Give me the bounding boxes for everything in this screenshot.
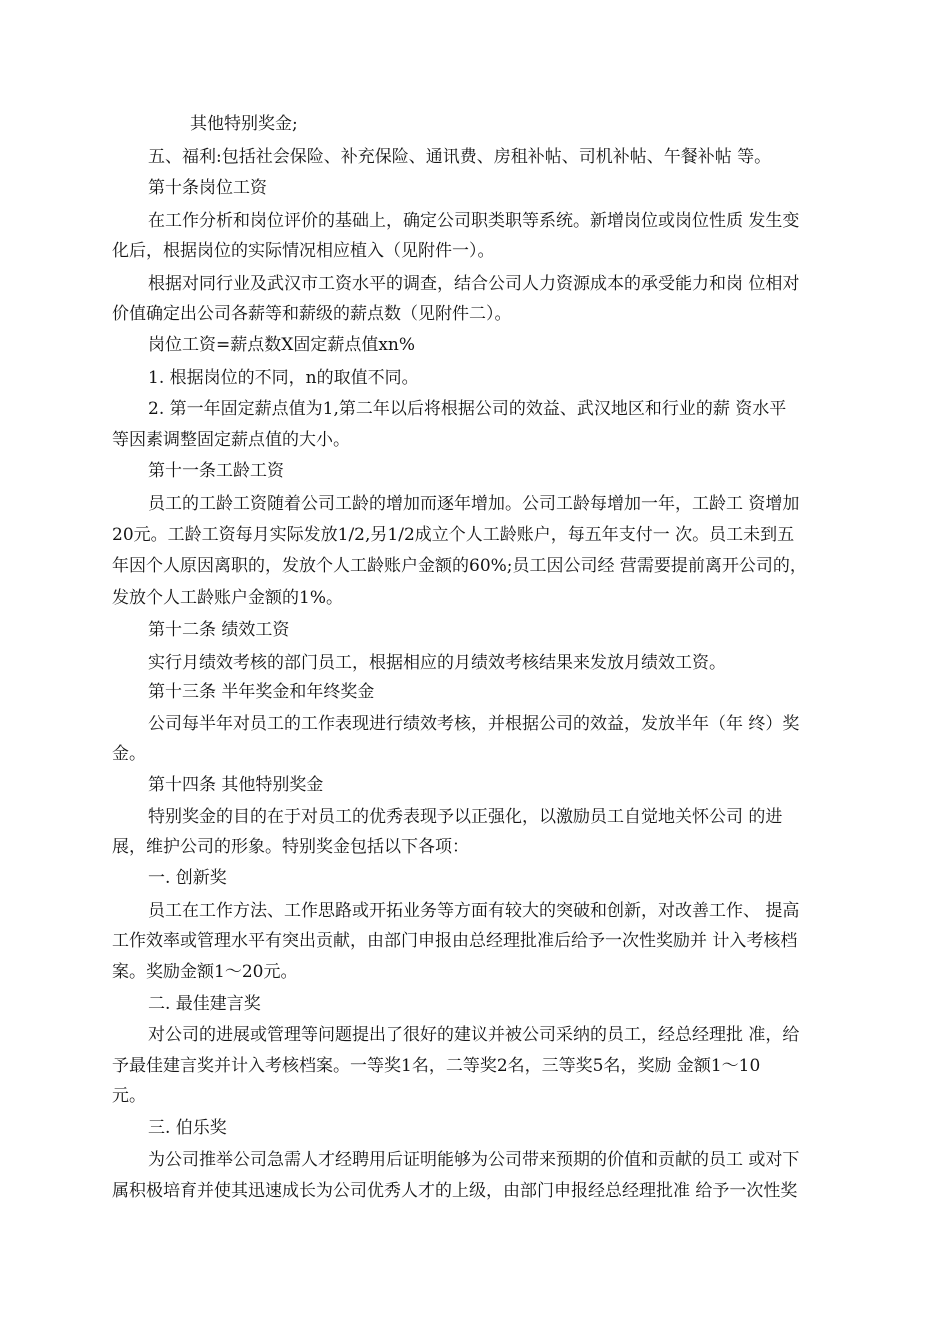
text-line: 价值确定出公司各薪等和薪级的薪点数（见附件二）。 <box>112 304 512 324</box>
text-line: 实行月绩效考核的部门员工，根据相应的月绩效考核结果来发放月绩效工资。 <box>148 653 726 673</box>
subsection-heading: 三. 伯乐奖 <box>148 1118 227 1138</box>
text-line: 工作效率或管理水平有突出贡献，由部门申报由总经理批准后给予一次性奖励并 计入考核档 <box>112 931 798 951</box>
text-line: 在工作分析和岗位评价的基础上，确定公司职类职等系统。新增岗位或岗位性质 发生变 <box>148 211 800 231</box>
text-line: 予最佳建言奖并计入考核档案。一等奖1名，二等奖2名，三等奖5名，奖励 金额1〜10 <box>112 1056 761 1076</box>
text-line: 公司每半年对员工的工作表现进行绩效考核，并根据公司的效益，发放半年（年 终）奖 <box>148 714 800 734</box>
section-heading: 第十三条 半年奖金和年终奖金 <box>148 682 375 702</box>
text-line: 1. 根据岗位的不同，n的取值不同。 <box>148 368 419 388</box>
text-line: 2. 第一年固定薪点值为1,第二年以后将根据公司的效益、武汉地区和行业的薪 资水平 <box>148 399 787 419</box>
text-line: 特别奖金的目的在于对员工的优秀表现予以正强化，以激励员工自觉地关怀公司 的进 <box>148 807 783 827</box>
text-line: 案。奖励金额1〜20元。 <box>112 962 298 982</box>
section-heading: 第十四条 其他特别奖金 <box>148 775 324 795</box>
text-line: 为公司推举公司急需人才经聘用后证明能够为公司带来预期的价值和贡献的员工 或对下 <box>148 1150 800 1170</box>
section-heading: 第十一条工龄工资 <box>148 461 284 481</box>
text-line: 发放个人工龄账户金额的1%。 <box>112 588 343 608</box>
text-line: 属积极培育并使其迅速成长为公司优秀人才的上级，由部门申报经总经理批准 给予一次性奖 <box>112 1181 798 1201</box>
text-line: 化后，根据岗位的实际情况相应植入（见附件一）。 <box>112 241 495 261</box>
text-line: 展，维护公司的形象。特别奖金包括以下各项： <box>112 837 469 857</box>
formula-line: 岗位工资=薪点数X固定薪点值xn% <box>148 335 416 355</box>
text-line: 元。 <box>112 1086 146 1106</box>
section-heading: 第十条岗位工资 <box>148 178 267 198</box>
subsection-heading: 二. 最佳建言奖 <box>148 994 261 1014</box>
text-line: 员工的工龄工资随着公司工龄的增加而逐年增加。公司工龄每增加一年，工龄工 资增加 <box>148 494 800 514</box>
text-line: 对公司的进展或管理等问题提出了很好的建议并被公司采纳的员工，经总经理批 准，给 <box>148 1025 800 1045</box>
text-line: 其他特别奖金; <box>190 114 298 134</box>
text-line: 20元。工龄工资每月实际发放1/2,另1/2成立个人工龄账户，每五年支付一 次。员工未到五 <box>112 525 795 545</box>
section-heading: 第十二条 绩效工资 <box>148 620 290 640</box>
text-line: 金。 <box>112 744 146 764</box>
text-line: 等因素调整固定薪点值的大小。 <box>112 430 350 450</box>
text-line: 五、福利:包括社会保险、补充保险、通讯费、房租补帖、司机补帖、午餐补帖 等。 <box>148 147 772 167</box>
subsection-heading: 一. 创新奖 <box>148 868 227 888</box>
text-line: 根据对同行业及武汉市工资水平的调查，结合公司人力资源成本的承受能力和岗 位相对 <box>148 274 800 294</box>
text-line: 年因个人原因离职的，发放个人工龄账户金额的60%;员工因公司经 营需要提前离开公司的， <box>112 556 807 576</box>
text-line: 员工在工作方法、工作思路或开拓业务等方面有较大的突破和创新，对改善工作、 提高 <box>148 901 800 921</box>
